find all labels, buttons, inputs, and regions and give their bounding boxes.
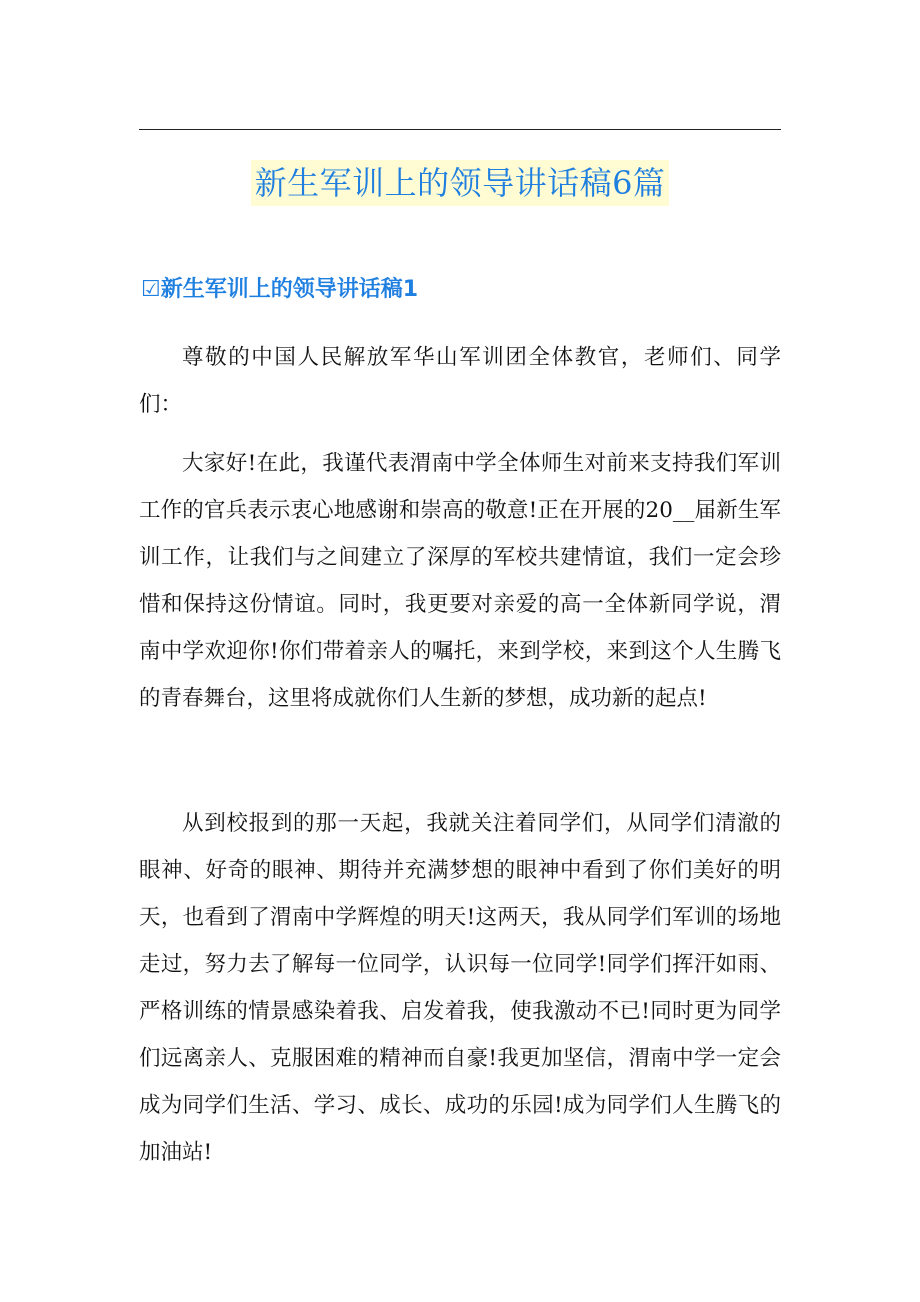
- title-container: [0, 160, 920, 206]
- paragraph-greeting: 大家好!在此，我谨代表渭南中学全体师生对前来支持我们军训工作的官兵表示衷心地感谢和崇高的敬意!正在开展的20__届新生军训工作，让我们与之间建立了深厚的军校共建情谊，我们一定会珍惜和保持这份情谊。同时，我更要对亲爱的高一全体新同学说，渭南中学欢迎你!你们带着亲人的嘱托，来到学校，来到这个人生腾飞的青春舞台，这里将成就你们人生新的梦想，成功新的起点!: [139, 451, 781, 711]
- top-divider: [139, 129, 781, 130]
- checkbox-icon: ☑: [141, 277, 161, 302]
- paragraph-observation: 从到校报到的那一天起，我就关注着同学们，从同学们清澈的眼神、好奇的眼神、期待并充满梦想的眼神中看到了你们美好的明天，也看到了渭南中学辉煌的明天!这两天，我从同学们军训的场地走过，努力去了解每一位同学，认识每一位同学!同学们挥汗如雨、严格训练的情景感染着我、启发着我，使我激动不已!同时更为同学们远离亲人、克服困难的精神而自豪!我更加坚信，渭南中学一定会成为同学们生活、学习、成长、成功的乐园!成为同学们人生腾飞的加油站!: [139, 811, 781, 1165]
- document-title: 新生军训上的领导讲话稿6篇: [251, 160, 670, 206]
- section-heading: [141, 275, 418, 305]
- section-heading-text: 新生军训上的领导讲话稿1: [160, 277, 419, 302]
- paragraph-salutation: 尊敬的中国人民解放军华山军训团全体教官，老师们、同学们：: [139, 345, 781, 417]
